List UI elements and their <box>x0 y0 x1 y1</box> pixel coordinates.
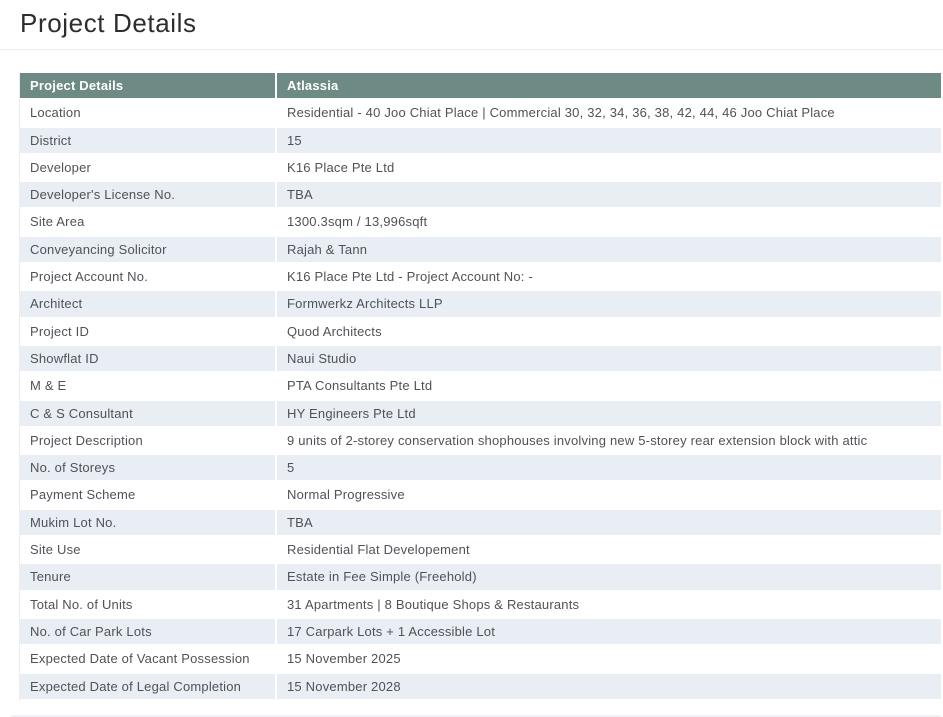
row-label-cell: Project ID <box>20 319 277 346</box>
row-label-cell: M & E <box>20 373 277 400</box>
row-label-cell: Conveyancing Solicitor <box>20 237 277 264</box>
table-row <box>20 373 941 400</box>
table-row <box>20 646 941 673</box>
table-row <box>20 237 941 264</box>
table-row <box>20 510 941 537</box>
table-row <box>20 264 941 291</box>
table-row <box>20 455 941 482</box>
row-value-cell: 9 units of 2-storey conservation shophouses involving new 5-storey rear extension block with attic <box>277 428 941 455</box>
project-table-head <box>20 73 941 100</box>
row-value-cell: Normal Progressive <box>277 482 941 509</box>
row-value-cell: HY Engineers Pte Ltd <box>277 401 941 428</box>
table-row <box>20 209 941 236</box>
page-title: Project Details <box>20 8 197 38</box>
row-label-cell: Expected Date of Vacant Possession <box>20 646 277 673</box>
row-value-cell: Residential Flat Developement <box>277 537 941 564</box>
row-value-cell: 31 Apartments | 8 Boutique Shops & Restaurants <box>277 592 941 619</box>
row-value-cell: 17 Carpark Lots + 1 Accessible Lot <box>277 619 941 646</box>
row-label-cell: Developer's License No. <box>20 182 277 209</box>
row-label-cell: Project Description <box>20 428 277 455</box>
title-divider <box>0 49 943 50</box>
row-value-cell: TBA <box>277 182 941 209</box>
row-value-cell: K16 Place Pte Ltd - Project Account No: - <box>277 264 941 291</box>
table-row <box>20 128 941 155</box>
row-label-cell: Total No. of Units <box>20 592 277 619</box>
row-label-cell: Developer <box>20 155 277 182</box>
row-value-cell: PTA Consultants Pte Ltd <box>277 373 941 400</box>
row-label-cell: Site Use <box>20 537 277 564</box>
row-label-cell: C & S Consultant <box>20 401 277 428</box>
project-table-body <box>20 100 941 701</box>
table-row <box>20 428 941 455</box>
row-value-cell: 15 <box>277 128 941 155</box>
row-label-cell: Project Account No. <box>20 264 277 291</box>
project-details-table <box>20 73 941 701</box>
table-row <box>20 182 941 209</box>
row-label-cell: Expected Date of Legal Completion <box>20 674 277 701</box>
header-cell-project-name: Atlassia <box>277 73 941 100</box>
table-row <box>20 401 941 428</box>
row-value-cell: K16 Place Pte Ltd <box>277 155 941 182</box>
table-row <box>20 674 941 701</box>
table-row <box>20 100 941 127</box>
table-row <box>20 537 941 564</box>
row-value-cell: Rajah & Tann <box>277 237 941 264</box>
row-label-cell: No. of Car Park Lots <box>20 619 277 646</box>
table-row <box>20 482 941 509</box>
row-label-cell: No. of Storeys <box>20 455 277 482</box>
row-value-cell: 5 <box>277 455 941 482</box>
row-value-cell: 15 November 2025 <box>277 646 941 673</box>
row-label-cell: Site Area <box>20 209 277 236</box>
header-cell-project-details: Project Details <box>20 73 277 100</box>
table-row <box>20 155 941 182</box>
row-label-cell: Location <box>20 100 277 127</box>
row-value-cell: Formwerkz Architects LLP <box>277 291 941 318</box>
row-value-cell: Residential - 40 Joo Chiat Place | Commercial 30, 32, 34, 36, 38, 42, 44, 46 Joo Chiat Place <box>277 100 941 127</box>
table-header-row <box>20 73 941 100</box>
row-label-cell: Payment Scheme <box>20 482 277 509</box>
row-label-cell: Tenure <box>20 564 277 591</box>
table-row <box>20 291 941 318</box>
row-label-cell: Showflat ID <box>20 346 277 373</box>
row-label-cell: Architect <box>20 291 277 318</box>
table-row <box>20 619 941 646</box>
row-label-cell: Mukim Lot No. <box>20 510 277 537</box>
row-label-cell: District <box>20 128 277 155</box>
row-value-cell: Naui Studio <box>277 346 941 373</box>
table-row <box>20 319 941 346</box>
row-value-cell: 1300.3sqm / 13,996sqft <box>277 209 941 236</box>
row-value-cell: 15 November 2028 <box>277 674 941 701</box>
row-value-cell: Quod Architects <box>277 319 941 346</box>
row-value-cell: Estate in Fee Simple (Freehold) <box>277 564 941 591</box>
table-row <box>20 346 941 373</box>
row-value-cell: TBA <box>277 510 941 537</box>
table-row <box>20 592 941 619</box>
table-row <box>20 564 941 591</box>
